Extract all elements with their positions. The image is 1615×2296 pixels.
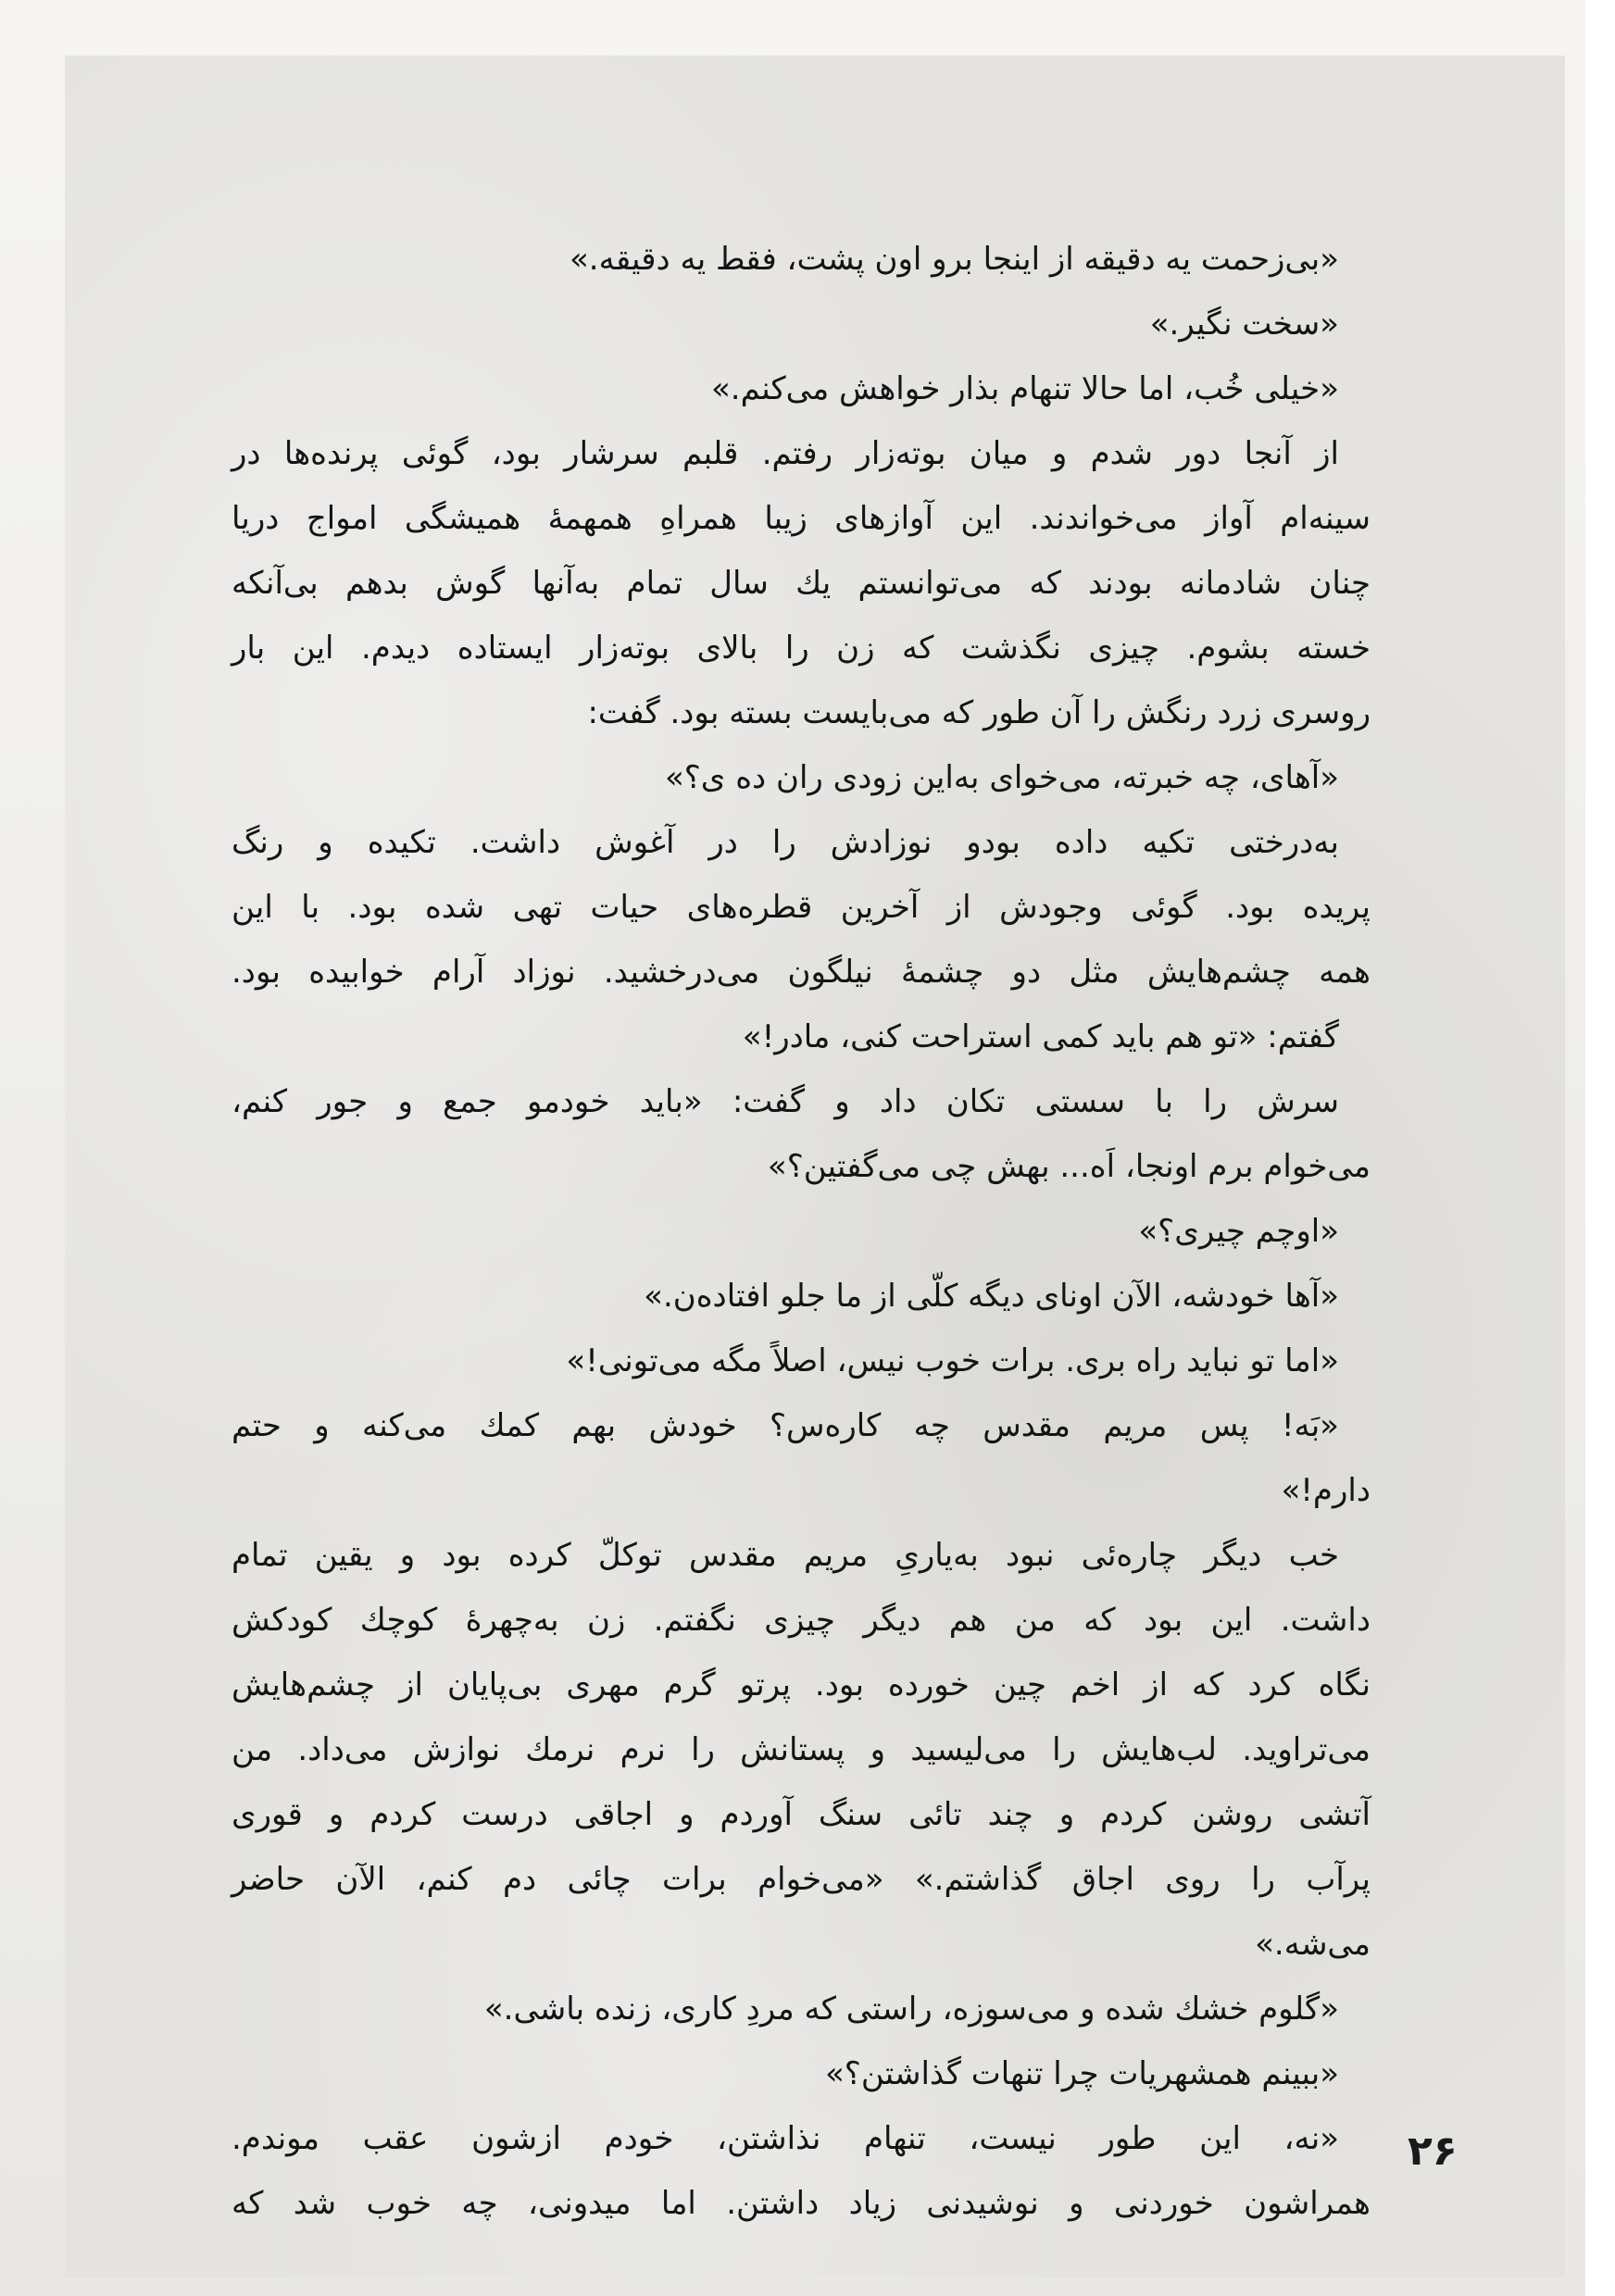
text-line: داشت. این بود که من هم دیگر چیزی نگفتم. زن به‌چهرهٔ کوچك کودکش — [232, 1602, 1371, 1639]
text-line: «آها خودشه، الآن اونای دیگه کلّی از ما جلو افتاده‌ن.» — [644, 1278, 1339, 1315]
text-line: «بَه! پس مریم مقدس چه کاره‌س؟ خودش بهم کمك می‌کنه و حتم — [232, 1407, 1339, 1444]
text-line: سینه‌ام آواز می‌خواندند. این آوازهای زیبا همراهِ همهمهٔ همیشگی امواج دریا — [232, 500, 1371, 537]
text-line: خسته بشوم. چیزی نگذشت که زن را بالای بوته‌زار ایستاده دیدم. این بار — [232, 630, 1371, 667]
text-line: پریده بود. گوئی وجودش از آخرین قطره‌های حیات تهی شده بود. با این — [232, 889, 1371, 926]
body-text — [232, 227, 1371, 2236]
text-line: می‌خوام برم اونجا، اَه... بهش چی می‌گفتین؟» — [767, 1148, 1371, 1185]
text-line: چنان شادمانه بودند که می‌توانستم یك سال تمام به‌آنها گوش بدهم بی‌آنکه — [232, 565, 1371, 602]
text-line: «بی‌زحمت یه دقیقه از اینجا برو اون پشت، فقط یه دقیقه.» — [569, 241, 1339, 278]
text-line: «ببینم همشهریات چرا تنهات گذاشتن؟» — [824, 2055, 1339, 2092]
text-line: نگاه کرد که از اخم چین خورده بود. پرتو گرم مهری بی‌پایان از چشم‌هایش — [232, 1666, 1371, 1703]
text-line: «گلوم خشك شده و می‌سوزه، راستی که مردِ کاری، زنده باشی.» — [483, 1990, 1339, 2028]
text-line: «خیلی خُب، اما حالا تنهام بذار خواهش می‌کنم.» — [710, 370, 1339, 407]
text-line: سرش را با سستی تکان داد و گفت: «باید خودمو جمع و جور کنم، — [232, 1083, 1339, 1120]
text-line: می‌تراوید. لب‌هایش را می‌لیسید و پستانش را نرم نرمك نوازش می‌داد. من — [232, 1731, 1371, 1768]
text-line: می‌شه.» — [1255, 1926, 1371, 1963]
text-line: به‌درختی تکیه داده بودو نوزادش را در آغوش داشت. تکیده و رنگ — [232, 824, 1339, 861]
text-line: دارم!» — [1281, 1472, 1371, 1509]
text-line: روسری زرد رنگش را آن طور که می‌بایست بسته بود. گفت: — [587, 694, 1371, 731]
text-line: همراشون خوردنی و نوشیدنی زیاد داشتن. اما میدونی، چه خوب شد که — [232, 2185, 1371, 2222]
text-line: از آنجا دور شدم و میان بوته‌زار رفتم. قلبم سرشار بود، گوئی پرنده‌ها در — [232, 435, 1339, 472]
text-line: پرآب را روی اجاق گذاشتم.» «می‌خوام برات چائی دم کنم، الآن حاضر — [232, 1861, 1371, 1898]
text-line: «آهای، چه خبرته، می‌خوای به‌این زودی ران ده ‌ی؟» — [664, 759, 1339, 796]
text-line: خب دیگر چاره‌ئی نبود به‌یاریِ مریم مقدس توکلّ کرده بود و یقین تمام — [232, 1537, 1339, 1574]
page-number: ۲۶ — [1408, 2128, 1458, 2175]
text-line: «اما تو نباید راه بری. برات خوب نیس، اصلاً مگه می‌تونی!» — [566, 1342, 1339, 1379]
scan-edge — [1585, 0, 1615, 2296]
text-line: «اوچم چیری؟» — [1138, 1213, 1339, 1250]
text-line: همه چشم‌هایش مثل دو چشمهٔ نیلگون می‌درخشید. نوزاد آرام خوابیده بود. — [232, 954, 1371, 991]
text-line: گفتم: «تو هم باید کمی استراحت کنی، مادر!» — [742, 1018, 1339, 1055]
text-line: «نه، این طور نیست، تنهام نذاشتن، خودم ازشون عقب موندم. — [232, 2120, 1339, 2157]
text-line: «سخت نگیر.» — [1149, 306, 1339, 343]
text-line: آتشی روشن کردم و چند تائی سنگ آوردم و اجاقی درست کردم و قوری — [232, 1796, 1371, 1833]
